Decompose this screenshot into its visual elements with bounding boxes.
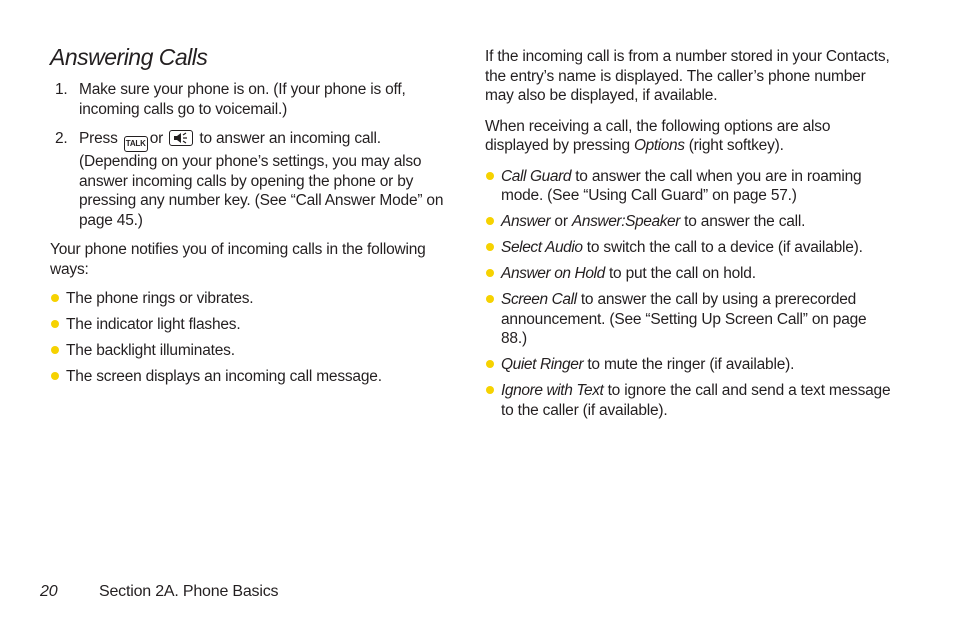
option-text: to ignore the call and send a text message to the caller (if available). xyxy=(501,382,891,419)
list-item xyxy=(50,315,462,335)
notify-list xyxy=(50,289,462,387)
option-text: to put the call on hold. xyxy=(608,265,756,282)
bullet-icon xyxy=(51,294,59,302)
bullet-icon xyxy=(486,217,494,225)
page-title: Answering Calls xyxy=(50,44,208,70)
list-item xyxy=(50,367,462,387)
bullet-icon xyxy=(51,346,59,354)
bullet-icon xyxy=(486,243,494,251)
option-name-2: Answer:Speaker xyxy=(571,213,681,230)
talk-key-label: TALK xyxy=(125,139,146,148)
step-2 xyxy=(50,129,462,230)
right-column xyxy=(485,47,895,427)
options-list xyxy=(485,167,895,421)
bullet-icon xyxy=(51,372,59,380)
list-item-text: The phone rings or vibrates. xyxy=(66,290,254,307)
option-call-guard xyxy=(485,167,895,206)
option-name: Ignore with Text xyxy=(501,382,604,399)
bullet-icon xyxy=(486,360,494,368)
bullet-icon xyxy=(486,295,494,303)
options-softkey-name: Options xyxy=(633,137,685,154)
step-text-or: or xyxy=(149,130,164,147)
list-item xyxy=(50,289,462,309)
option-answer xyxy=(485,212,895,232)
option-select-audio xyxy=(485,238,895,258)
option-screen-call xyxy=(485,290,895,349)
step-number: 1. xyxy=(55,81,68,98)
step-text: Make sure your phone is on. (If your phone is off, incoming calls go to voicemail.) xyxy=(79,81,406,118)
option-text: to answer the call when you are in roaming mode. (See “Using Call Guard” on page 57.) xyxy=(501,167,862,204)
option-quiet-ringer xyxy=(485,355,895,375)
option-ignore-with-text xyxy=(485,381,895,420)
option-name: Answer xyxy=(501,213,551,230)
option-name: Call Guard xyxy=(501,167,572,185)
option-name: Select Audio xyxy=(501,239,583,256)
bullet-icon xyxy=(486,269,494,277)
bullet-icon xyxy=(486,386,494,394)
options-intro xyxy=(485,117,895,156)
option-answer-on-hold xyxy=(485,264,895,284)
list-item-text: The backlight illuminates. xyxy=(66,342,235,359)
option-text: to answer the call. xyxy=(684,213,806,230)
list-item-text: The screen displays an incoming call message. xyxy=(66,368,382,385)
option-name: Quiet Ringer xyxy=(501,356,584,373)
step-text-pre: Press xyxy=(79,130,118,147)
step-1 xyxy=(50,80,462,119)
contacts-paragraph: If the incoming call is from a number stored in your Contacts, the entry’s name is displayed. The caller’s phone number may also be displayed, if available. xyxy=(485,48,890,104)
page-number: 20 xyxy=(40,583,58,600)
speaker-key-icon xyxy=(169,130,193,146)
option-name: Answer on Hold xyxy=(501,265,605,282)
section-title: Section 2A. Phone Basics xyxy=(99,583,279,600)
option-text: to switch the call to a device (if available). xyxy=(586,239,863,256)
notify-intro: Your phone notifies you of incoming calls in the following ways: xyxy=(50,241,426,278)
list-item xyxy=(50,341,462,361)
options-intro-post: (right softkey). xyxy=(688,137,784,154)
bullet-icon xyxy=(486,172,494,180)
talk-key-icon xyxy=(124,136,148,152)
option-name: Screen Call xyxy=(501,291,577,308)
step-text-post: to answer an incoming call. (Depending on your phone’s settings, you may also answer incoming calls by opening the phone or by pressing any number key. (See “Call Answer Mode” on page 45.) xyxy=(79,130,444,229)
list-item-text: The indicator light flashes. xyxy=(66,316,241,333)
bullet-icon xyxy=(51,320,59,328)
option-or: or xyxy=(554,213,568,230)
options-intro-text: When receiving a call, the following options are also displayed by pressing xyxy=(485,117,831,154)
option-text: to mute the ringer (if available). xyxy=(587,356,795,373)
step-number: 2. xyxy=(55,130,68,147)
left-column xyxy=(50,80,462,393)
option-text: to answer the call by using a prerecorded announcement. (See “Setting Up Screen Call” on page 88.) xyxy=(501,291,867,347)
